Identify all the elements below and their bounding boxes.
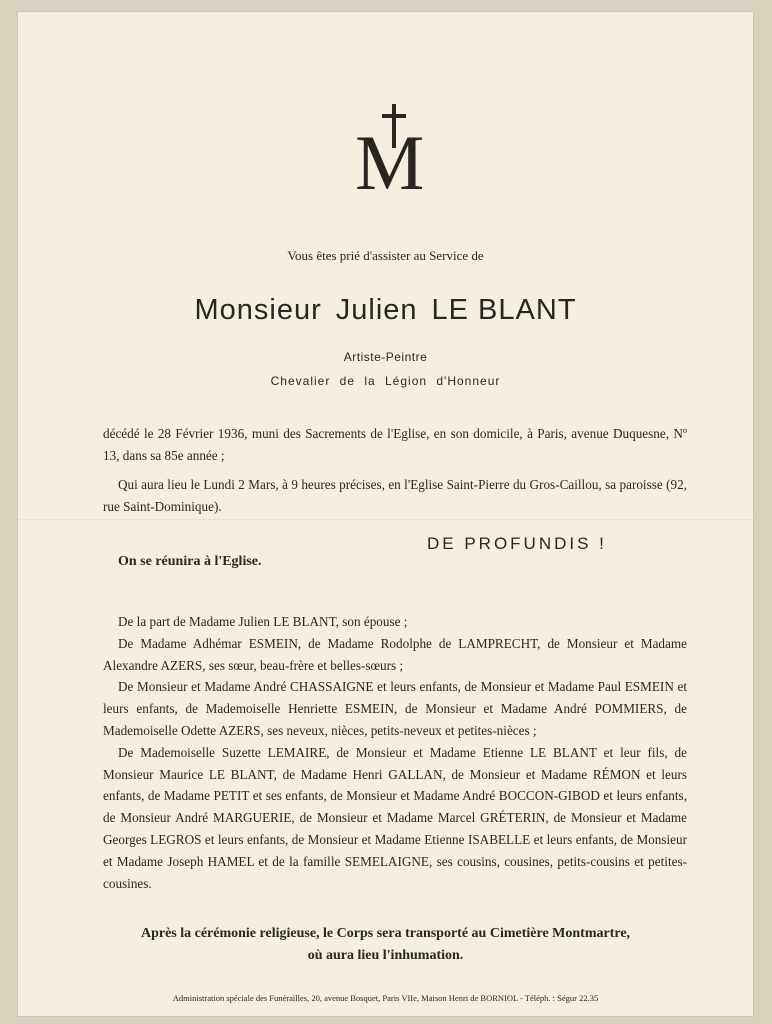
- deceased-name: [18, 294, 753, 327]
- deceased-first-name: Julien: [335, 294, 418, 326]
- funeral-notice-sheet: [18, 12, 753, 1016]
- family-paragraph: De Madame Adhémar ESMEIN, de Madame Rodolphe de LAMPRECHT, de Monsieur et Madame Alexandre AZERS, ses sœur, beau-frère et belles-sœurs ;: [103, 635, 687, 673]
- funeral-home-footer: Administration spéciale des Funérailles, 20, avenue Bosquet, Paris VIIe, Maison Henri de BORNIOL - Téléph. : Ségur 22.35: [172, 993, 599, 1003]
- family-paragraph: De la part de Madame Julien LE BLANT, son épouse ;: [118, 614, 408, 629]
- family-list: [103, 611, 687, 894]
- gathering-note: On se réunira à l'Eglise.: [118, 554, 262, 569]
- monogram-letter: M: [355, 119, 425, 206]
- family-paragraph: De Monsieur et Madame André CHASSAIGNE et leurs enfants, de Monsieur et Madame Paul ESMEIN et leurs enfants, de Mademoiselle Henriette ESMEIN, de Monsieur et Madame André POMMIERS, de Mademoiselle Odette AZERS, ses neveux, nièces, petits-neveux et petites-nièces ;: [103, 679, 687, 738]
- deceased-honor: Chevalier de la Légion d'Honneur: [270, 374, 501, 388]
- death-paragraph: décédé le 28 Février 1936, muni des Sacrements de l'Eglise, en son domicile, à Paris, avenue Duquesne, Nº 13, dans sa 85e année ;: [103, 426, 687, 463]
- marian-monogram: [18, 104, 753, 214]
- service-paragraph: Qui aura lieu le Lundi 2 Mars, à 9 heures précises, en l'Eglise Saint-Pierre du Gros-Caillou, sa paroisse (92, rue Saint-Dominique).: [103, 477, 687, 514]
- cross-bar: [382, 114, 406, 118]
- deceased-profession: Artiste-Peintre: [343, 350, 428, 364]
- invite-line: Vous êtes prié d'assister au Service de: [287, 248, 484, 263]
- deceased-last-name: LE BLANT: [431, 294, 577, 326]
- paper-fold-line: [18, 519, 753, 521]
- family-paragraph: De Mademoiselle Suzette LEMAIRE, de Monsieur et Madame Etienne LE BLANT et leur fils, de Monsieur Maurice LE BLANT, de Madame Henri GALLAN, de Monsieur et Madame RÉMON et leurs enfants, de Madame PETIT et ses enfants, de Monsieur et Madame André BOCCON-GIBOD et leurs enfants, de Monsieur André MARGUERIE, de Monsieur et Madame Marcel GRÉTERIN, de Monsieur et Madame Georges LEGROS et leurs enfants, de Monsieur et Madame Etienne ISABELLE et leurs enfants, de Monsieur et Madame Joseph HAMEL et de la famille SEMELAIGNE, ses cousins, cousines, petits-cousins et petites-cousines.: [103, 744, 687, 891]
- closing-line-2: où aura lieu l'inhumation.: [307, 948, 464, 963]
- deceased-title: Monsieur: [194, 294, 322, 326]
- closing-note: [18, 923, 753, 967]
- closing-line-1: Après la cérémonie religieuse, le Corps sera transporté au Cimetière Montmartre,: [140, 926, 631, 941]
- de-profundis: DE PROFUNDIS !: [427, 534, 607, 553]
